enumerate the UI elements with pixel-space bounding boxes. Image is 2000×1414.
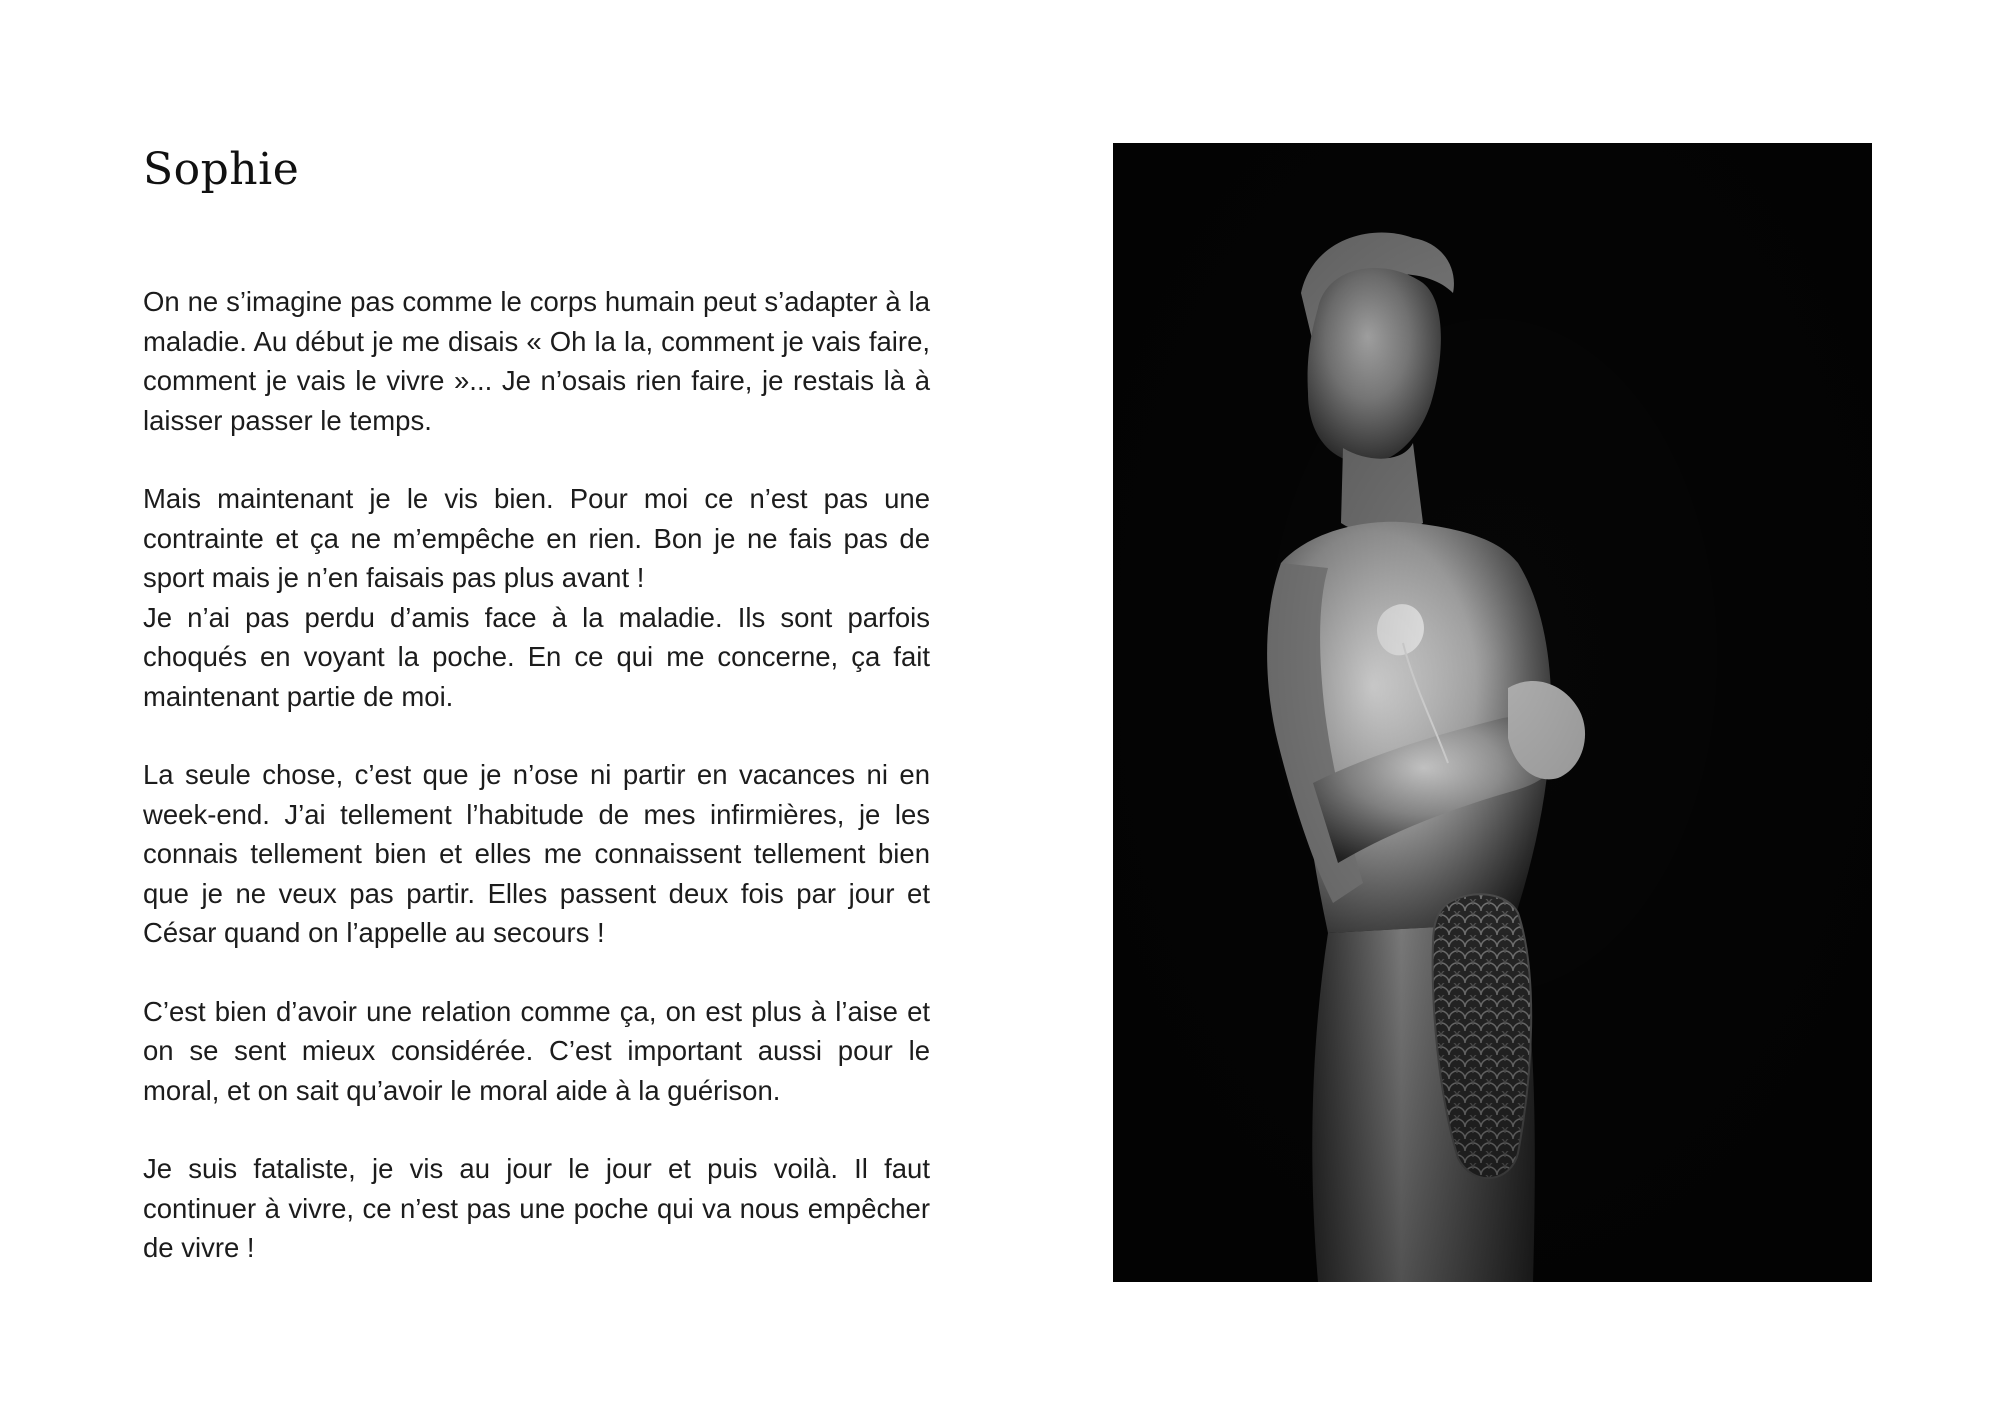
paragraph-line: La seule chose, c’est que je n’ose ni partir en vacances ni en week-end. J’ai tellement l’habitude de mes infirmières, je les connais tellement bien et elles me connaissent tellement bien que je ne veux pas partir. Elles passent deux fois par jour et César quand on l’appelle au secours !	[143, 759, 930, 948]
testimony-text	[143, 282, 930, 1307]
paragraph-line: Je n’ai pas perdu d’amis face à la maladie. Ils sont parfois choqués en voyant la poche. En ce qui me concerne, ça fait maintenant partie de moi.	[143, 601, 930, 712]
paragraph-line: On ne s’imagine pas comme le corps humain peut s’adapter à la maladie. Au début je me disais « Oh la la, comment je vais faire, comment je vais le vivre »... Je n’osais rien faire, je restais là à laisser passer le temps.	[143, 286, 930, 436]
paragraph-5	[143, 1149, 930, 1268]
paragraph-line: C’est bien d’avoir une relation comme ça, on est plus à l’aise et on se sent mieux considérée. C’est important aussi pour le moral, et on sait qu’avoir le moral aide à la guérison.	[143, 995, 930, 1106]
paragraph-2	[143, 479, 930, 716]
paragraph-line: Je suis fataliste, je vis au jour le jour et puis voilà. Il faut continuer à vivre, ce n’est pas une poche qui va nous empêcher de vivre !	[143, 1153, 930, 1263]
portrait-photo	[1113, 143, 1872, 1282]
paragraph-1	[143, 282, 930, 440]
paragraph-3	[143, 755, 930, 953]
paragraph-4	[143, 992, 930, 1111]
page-title: Sophie	[143, 144, 300, 195]
paragraph-line: Mais maintenant je le vis bien. Pour moi ce n’est pas une contrainte et ça ne m’empêche en rien. Bon je ne fais pas de sport mais je n’en faisais pas plus avant !	[143, 483, 930, 593]
portrait-illustration	[1113, 143, 1872, 1282]
